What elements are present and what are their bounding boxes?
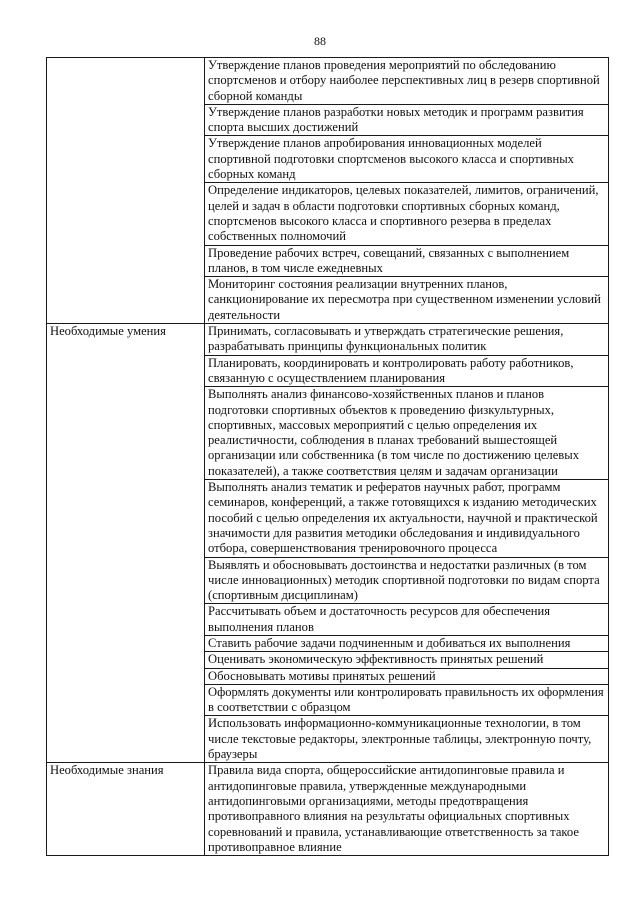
row-text: Выполнять анализ тематик и рефератов научных работ, программ семинаров, конференций, а также готовящихся к изданию методических пособий с целью определения их актуальности, научной и практической значимости для развития методики обследования и индивидуального отбора, совершенствования тренировочного процесса (205, 480, 609, 557)
table-row (47, 324, 609, 356)
row-label (47, 355, 205, 387)
row-text: Утверждение планов проведения мероприятий по обследованию спортсменов и отбору наиболее перспективных лиц в резерв спортивной сборной команды (205, 58, 609, 105)
table-row (47, 183, 609, 245)
table-row (47, 136, 609, 183)
row-text: Выявлять и обосновывать достоинства и недостатки различных (в том числе инновационных) методик спортивной подготовки по видам спорта (спортивным дисциплинам) (205, 557, 609, 604)
page-number: 88 (314, 34, 326, 48)
row-text: Использовать информационно-коммуникационные технологии, в том числе текстовые редакторы, электронные таблицы, электронную почту, браузеры (205, 716, 609, 763)
table-row (47, 355, 609, 387)
table-row (47, 668, 609, 684)
row-text: Ставить рабочие задачи подчиненным и добиваться их выполнения (205, 635, 609, 651)
row-label (47, 716, 205, 763)
table-row (47, 604, 609, 636)
row-label (47, 635, 205, 651)
row-text: Утверждение планов разработки новых методик и программ развития спорта высших достижений (205, 104, 609, 136)
table-row (47, 245, 609, 277)
row-text: Планировать, координировать и контролировать работу работников, связанную с осуществлением планирования (205, 355, 609, 387)
row-label (47, 652, 205, 668)
row-label (47, 668, 205, 684)
row-label (47, 557, 205, 604)
table-row (47, 557, 609, 604)
row-label (47, 104, 205, 136)
table-row (47, 716, 609, 763)
row-text: Утверждение планов апробирования инновационных моделей спортивной подготовки спортсменов высокого класса и спортивных сборных команд (205, 136, 609, 183)
row-label (47, 245, 205, 277)
row-text: Правила вида спорта, общероссийские антидопинговые правила и антидопинговые правила, утвержденные международными антидопинговыми организациями, методы предотвращения противоправного влияния на результаты официальных спортивных соревнований и правила, устанавливающие ответственность за такое противоправное влияние (205, 763, 609, 856)
row-label (47, 58, 205, 105)
row-label (47, 277, 205, 324)
row-label (47, 136, 205, 183)
table-row (47, 387, 609, 480)
row-text: Мониторинг состояния реализации внутренних планов, санкционирование их пересмотра при существенном изменении условий деятельности (205, 277, 609, 324)
row-label (47, 387, 205, 480)
requirements-table (46, 57, 609, 856)
table-row (47, 652, 609, 668)
row-label (47, 684, 205, 716)
table-row (47, 58, 609, 105)
table-row (47, 684, 609, 716)
row-text: Оформлять документы или контролировать правильность их оформления в соответствии с образцом (205, 684, 609, 716)
section-label-knowledge: Необходимые знания (47, 763, 205, 856)
table-row (47, 277, 609, 324)
row-text: Выполнять анализ финансово-хозяйственных планов и планов подготовки спортивных объектов к проведению физкультурных, спортивных, массовых мероприятий с целью определения их реалистичности, соблюдения в планах требований вышестоящей организации или собственника (в том числе по достижению целевых показателей), а также соответствия целям и задачам организации (205, 387, 609, 480)
row-text: Оценивать экономическую эффективность принятых решений (205, 652, 609, 668)
row-text: Определение индикаторов, целевых показателей, лимитов, ограничений, целей и задач в области подготовки спортивных сборных команд, спортсменов высокого класса и спортивного резерва в пределах собственных полномочий (205, 183, 609, 245)
table-row (47, 480, 609, 557)
row-text: Обосновывать мотивы принятых решений (205, 668, 609, 684)
table-row (47, 635, 609, 651)
row-label (47, 604, 205, 636)
row-text: Принимать, согласовывать и утверждать стратегические решения, разрабатывать принципы функциональных политик (205, 324, 609, 356)
table-row (47, 763, 609, 856)
section-label-skills: Необходимые умения (47, 324, 205, 356)
row-text: Рассчитывать объем и достаточность ресурсов для обеспечения выполнения планов (205, 604, 609, 636)
row-label (47, 183, 205, 245)
table-row (47, 104, 609, 136)
row-label (47, 480, 205, 557)
row-text: Проведение рабочих встреч, совещаний, связанных с выполнением планов, в том числе ежедневных (205, 245, 609, 277)
